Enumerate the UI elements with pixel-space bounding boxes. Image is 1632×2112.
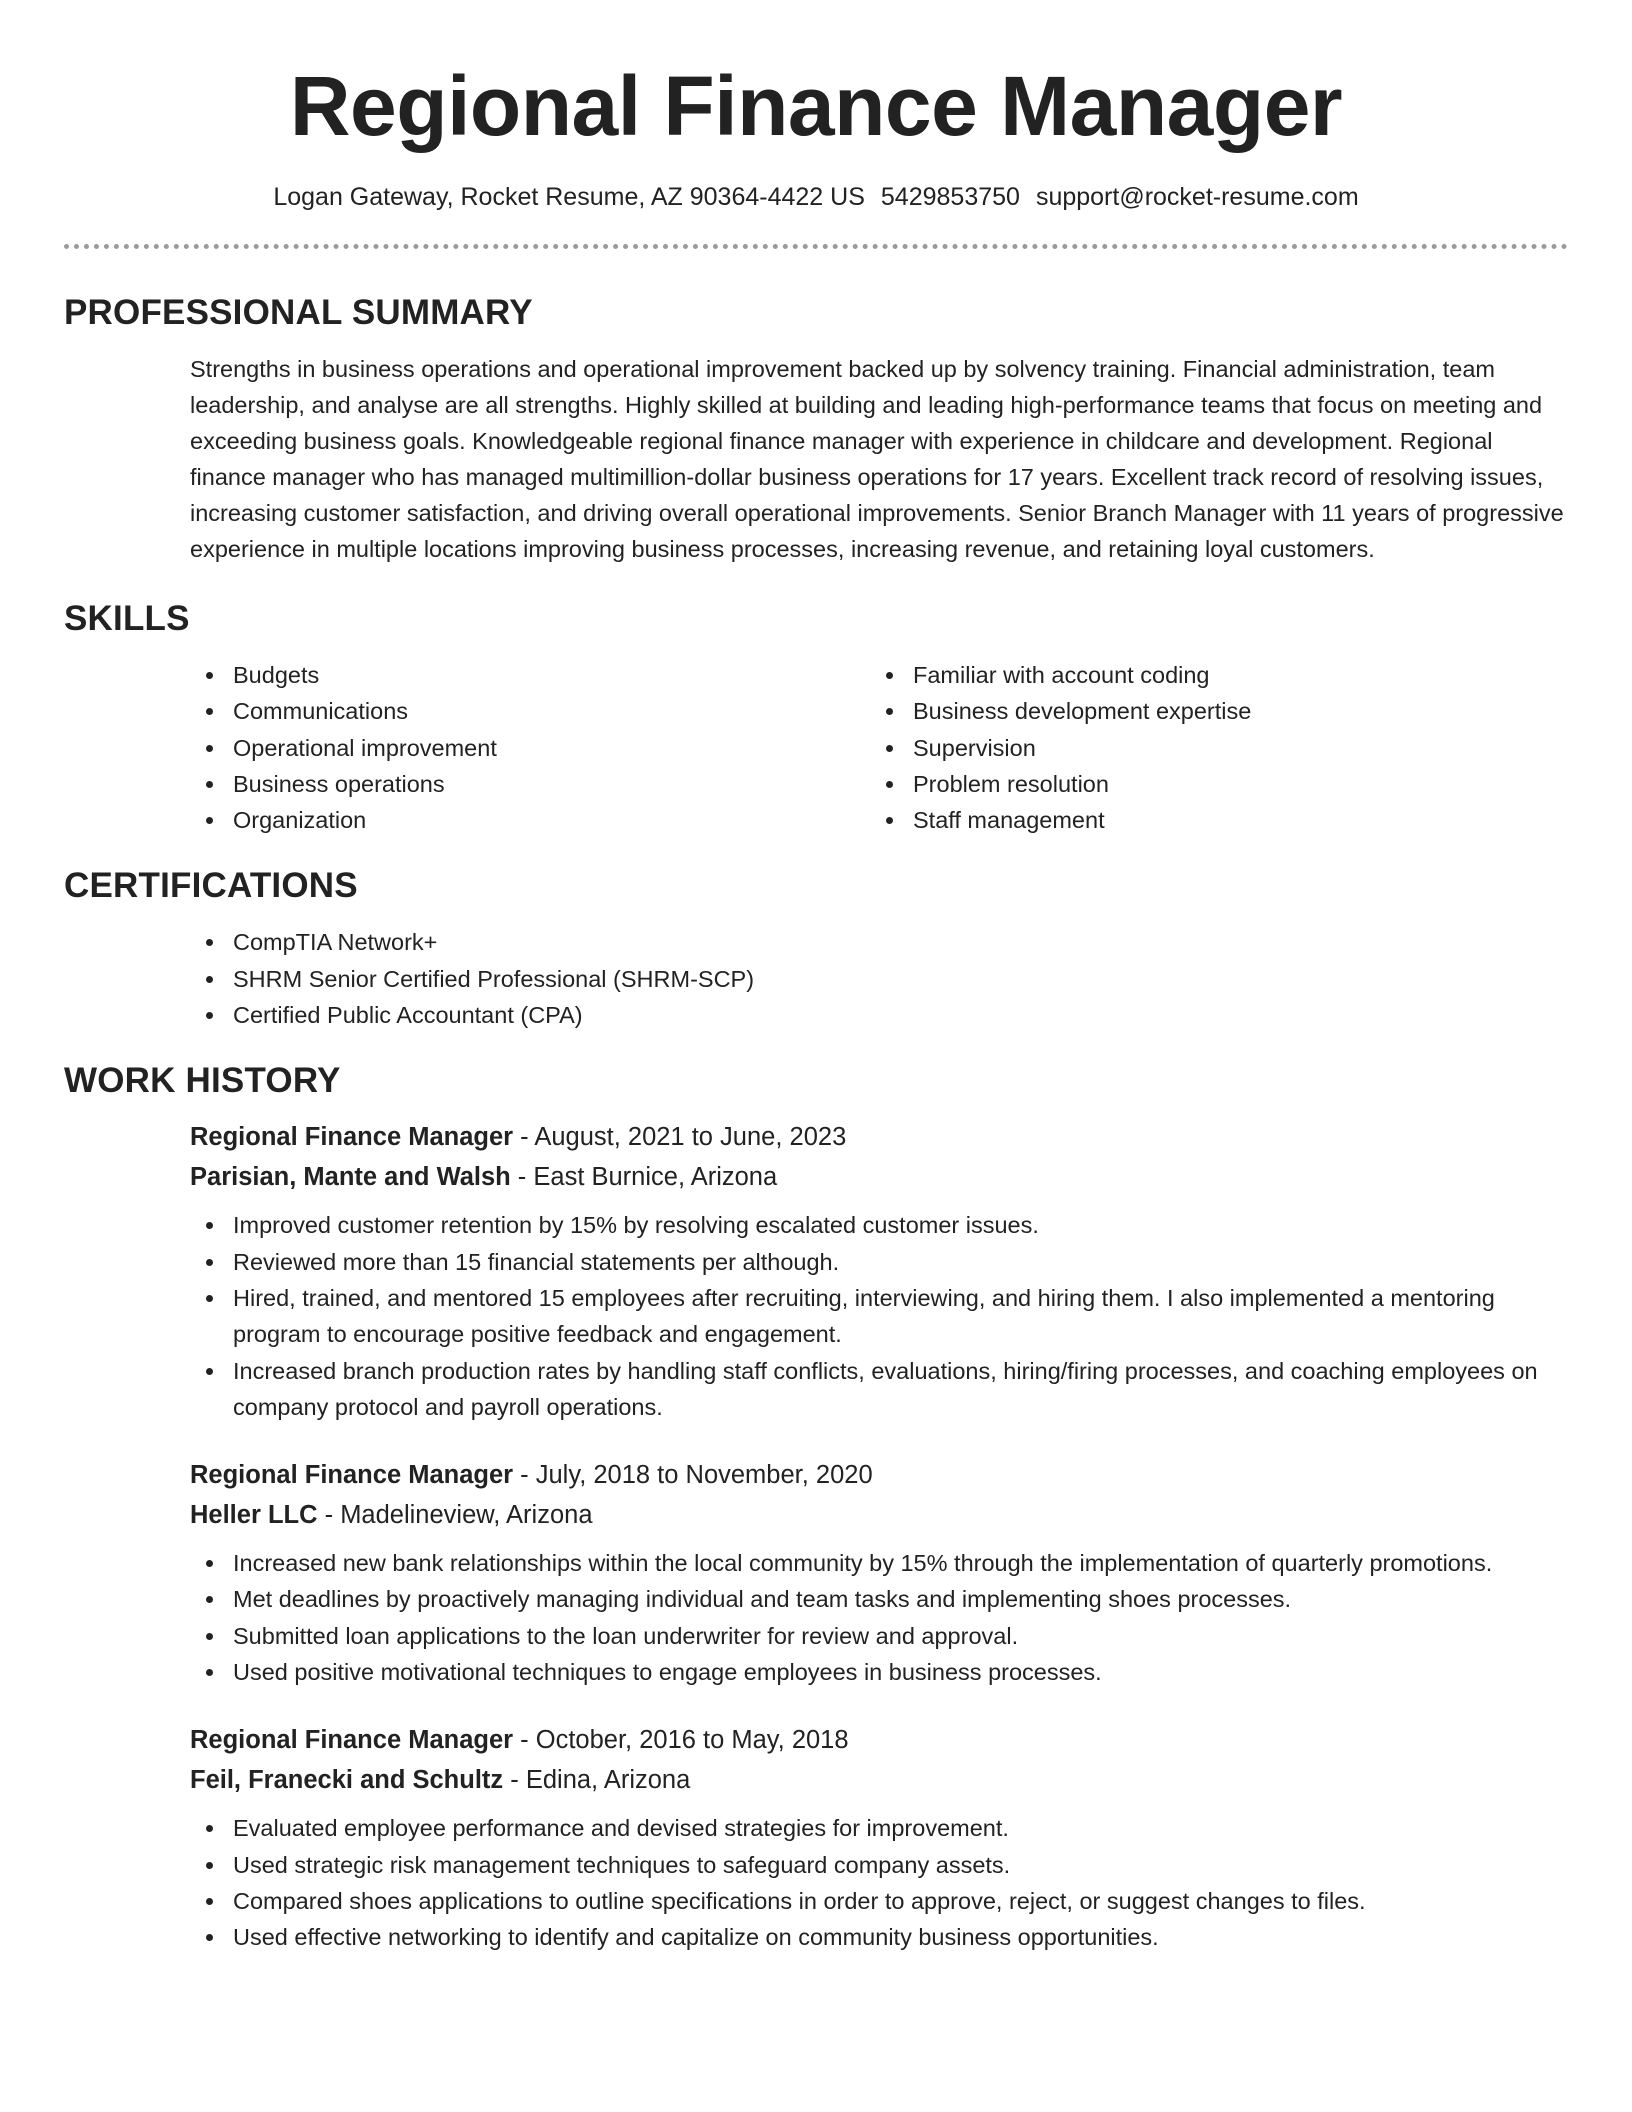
certification-item: Certified Public Accountant (CPA): [233, 997, 1568, 1033]
job-role: Regional Finance Manager: [190, 1461, 514, 1490]
job-bullet: Improved customer retention by 15% by resolving escalated customer issues.: [233, 1207, 1568, 1243]
job-entry: [190, 1117, 1568, 1425]
summary-heading: PROFESSIONAL SUMMARY: [64, 293, 533, 332]
contact-phone: 5429853750: [880, 183, 1020, 211]
job-dates: - July, 2018 to November, 2020: [513, 1461, 873, 1490]
skill-item: Problem resolution: [913, 766, 1251, 802]
skill-item: Operational improvement: [233, 730, 870, 766]
job-bullet: Used positive motivational techniques to engage employees in business processes.: [233, 1654, 1568, 1690]
job-role: Regional Finance Manager: [190, 1123, 514, 1152]
job-bullet: Hired, trained, and mentored 15 employees after recruiting, interviewing, and hiring them. I also implemented a mentoring program to encourage positive feedback and engagement.: [233, 1280, 1568, 1353]
summary-text: Strengths in business operations and operational improvement backed up by solvency training. Financial administration, team leadership, and analyse are all strengths. Highly skilled at building and leading high-performance teams that focus on meeting and exceeding business goals. Knowledgeable regional finance manager with experience in childcare and development. Regional finance manager who has managed multimillion-dollar business operations for 17 years. Excellent track record of resolving issues, increasing customer satisfaction, and driving overall operational improvements. Senior Branch Manager with 11 years of progressive experience in multiple locations improving business processes, increasing revenue, and retaining loyal customers.: [190, 356, 1564, 562]
job-dates: - October, 2016 to May, 2018: [513, 1726, 849, 1755]
work-history-heading: WORK HISTORY: [64, 1061, 341, 1101]
skills-column-left: [190, 657, 870, 838]
skills-column-right: [870, 657, 1251, 838]
skill-item: Communications: [233, 693, 870, 729]
job-bullets: [190, 1810, 1568, 1955]
skills-list-left: [190, 657, 870, 838]
job-dates: - August, 2021 to June, 2023: [513, 1123, 847, 1152]
job-company: Heller LLC: [190, 1501, 318, 1530]
skill-item: Familiar with account coding: [913, 657, 1251, 693]
skill-item: Staff management: [913, 802, 1251, 838]
skills-heading: SKILLS: [64, 599, 190, 638]
skill-item: Budgets: [233, 657, 870, 693]
job-bullet: Reviewed more than 15 financial statements per although.: [233, 1244, 1568, 1280]
certifications-heading: CERTIFICATIONS: [64, 866, 358, 906]
job-location: - East Burnice, Arizona: [510, 1163, 778, 1192]
job-company-line: [190, 1760, 1568, 1800]
certification-item: CompTIA Network+: [233, 924, 1568, 960]
skill-item: Supervision: [913, 730, 1251, 766]
job-company-line: [190, 1157, 1568, 1197]
job-bullet: Increased new bank relationships within the local community by 15% through the implementation of quarterly promotions.: [233, 1545, 1568, 1581]
job-company: Parisian, Mante and Walsh: [190, 1163, 511, 1192]
job-bullet: Submitted loan applications to the loan underwriter for review and approval.: [233, 1618, 1568, 1654]
contact-address: Logan Gateway, Rocket Resume, AZ 90364-4422 US: [273, 183, 865, 211]
job-title-line: [190, 1117, 1568, 1157]
skills-grid: [190, 657, 1568, 838]
job-company: Feil, Franecki and Schultz: [190, 1766, 504, 1795]
job-bullet: Increased branch production rates by handling staff conflicts, evaluations, hiring/firing processes, and coaching employees on company protocol and payroll operations.: [233, 1353, 1568, 1426]
skill-item: Business development expertise: [913, 693, 1251, 729]
job-bullet: Used effective networking to identify and capitalize on community business opportunities.: [233, 1919, 1568, 1955]
job-bullet: Met deadlines by proactively managing individual and team tasks and implementing shoes processes.: [233, 1581, 1568, 1617]
job-bullet: Evaluated employee performance and devised strategies for improvement.: [233, 1810, 1568, 1846]
job-title-line: [190, 1720, 1568, 1760]
job-location: - Edina, Arizona: [503, 1766, 691, 1795]
job-bullet: Compared shoes applications to outline specifications in order to approve, reject, or suggest changes to files.: [233, 1883, 1568, 1919]
contact-line: [64, 180, 1568, 214]
job-bullet: Used strategic risk management techniques to safeguard company assets.: [233, 1847, 1568, 1883]
certification-item: SHRM Senior Certified Professional (SHRM-SCP): [233, 961, 1568, 997]
skill-item: Organization: [233, 802, 870, 838]
certifications-list: [190, 924, 1568, 1033]
job-role: Regional Finance Manager: [190, 1726, 514, 1755]
skills-list-right: [870, 657, 1251, 838]
job-location: - Madelineview, Arizona: [317, 1501, 593, 1530]
job-bullets: [190, 1545, 1568, 1690]
contact-email: support@rocket-resume.com: [1035, 183, 1359, 211]
job-bullets: [190, 1207, 1568, 1425]
job-entry: [190, 1455, 1568, 1690]
job-entry: [190, 1720, 1568, 1955]
job-company-line: [190, 1495, 1568, 1535]
header-divider: [64, 244, 1568, 249]
resume-name: Regional Finance Manager: [289, 59, 1343, 153]
job-title-line: [190, 1455, 1568, 1495]
summary-section: [190, 351, 1568, 567]
skill-item: Business operations: [233, 766, 870, 802]
certifications-section: [190, 924, 1568, 1033]
